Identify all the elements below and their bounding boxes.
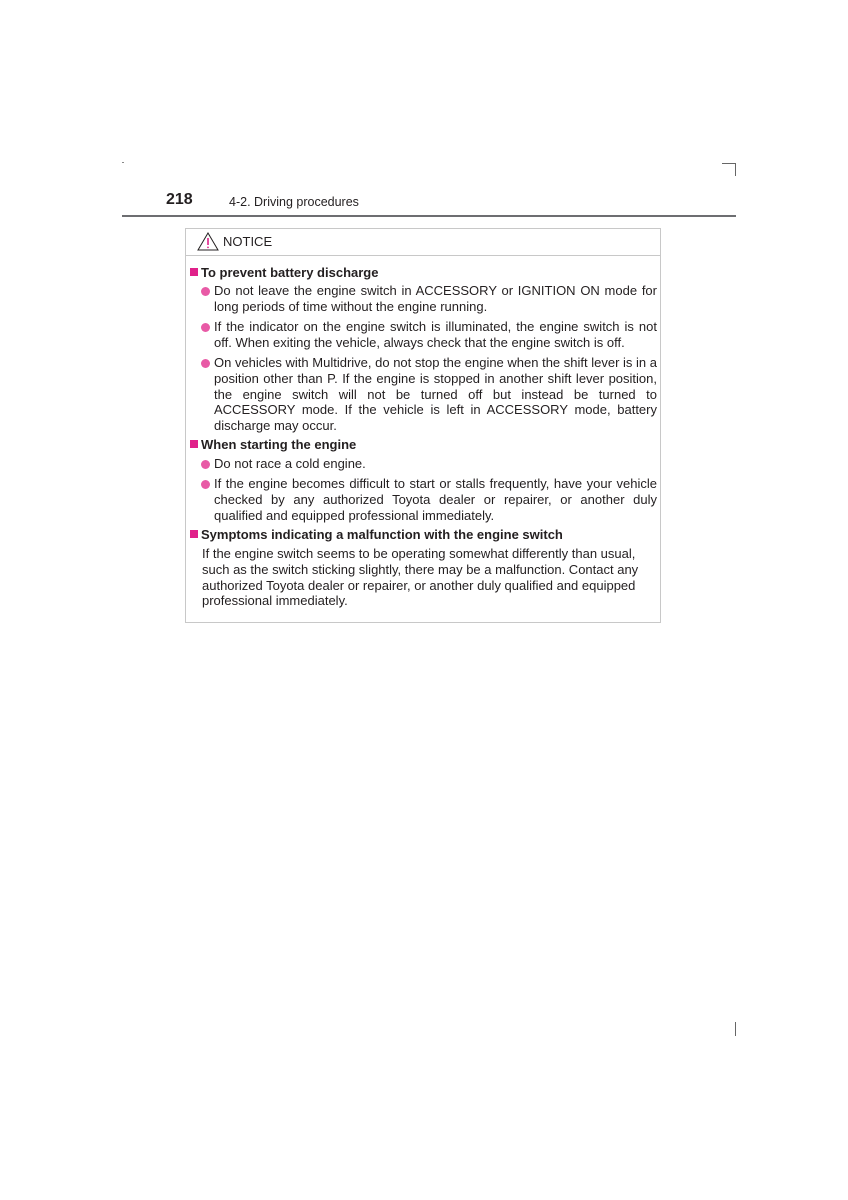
section-heading-starting	[190, 437, 356, 453]
crop-mark-top-left	[122, 162, 124, 163]
list-item-text: Do not race a cold engine.	[214, 456, 366, 471]
crop-mark-top-right	[722, 163, 736, 164]
section-title: 4-2. Driving procedures	[229, 195, 359, 209]
warning-triangle-icon	[197, 232, 219, 251]
circle-bullet-icon	[201, 287, 210, 296]
notice-label: NOTICE	[223, 234, 273, 249]
square-bullet-icon	[190, 268, 198, 276]
circle-bullet-icon	[201, 480, 210, 489]
list-item	[201, 355, 657, 434]
heading-text: When starting the engine	[201, 437, 357, 452]
header-rule	[122, 215, 736, 217]
circle-bullet-icon	[201, 323, 210, 332]
section-heading-symptoms	[190, 527, 563, 543]
heading-text: Symptoms indicating a malfunction with the engine switch	[201, 527, 563, 542]
page-number: 218	[166, 191, 193, 208]
section-heading-battery	[190, 265, 378, 281]
crop-mark-top-right-vertical	[735, 163, 736, 176]
section-paragraph: If the engine switch seems to be operating somewhat differently than usual, such as the switch sticking slightly, there may be a malfunction. Contact any authorized Toyota dealer or repairer, or another duly qualified and equipped professional immediately.	[202, 546, 639, 609]
square-bullet-icon	[190, 530, 198, 538]
list-item-text: If the engine becomes difficult to start or stalls frequently, have your vehicle checked by any authorized Toyota dealer or repairer, or another duly qualified and equipped professional immediately.	[214, 476, 657, 523]
circle-bullet-icon	[201, 359, 210, 368]
list-item	[201, 319, 657, 351]
crop-mark-bottom-right	[735, 1022, 736, 1036]
list-item-text: On vehicles with Multidrive, do not stop the engine when the shift lever is in a position other than P. If the engine is stopped in another shift lever position, the engine switch will not be turned off but instead be turned to ACCESSORY mode. If the vehicle is left in ACCESSORY mode, battery discharge may occur.	[214, 355, 657, 434]
list-item-text: If the indicator on the engine switch is illuminated, the engine switch is not off. When exiting the vehicle, always check that the engine switch is off.	[214, 319, 657, 350]
list-item-text: Do not leave the engine switch in ACCESSORY or IGNITION ON mode for long periods of time without the engine running.	[214, 283, 657, 314]
list-item	[201, 456, 657, 472]
notice-header	[186, 229, 660, 256]
heading-text: To prevent battery discharge	[201, 265, 379, 280]
list-item	[201, 476, 657, 523]
square-bullet-icon	[190, 440, 198, 448]
list-item	[201, 283, 657, 315]
circle-bullet-icon	[201, 460, 210, 469]
